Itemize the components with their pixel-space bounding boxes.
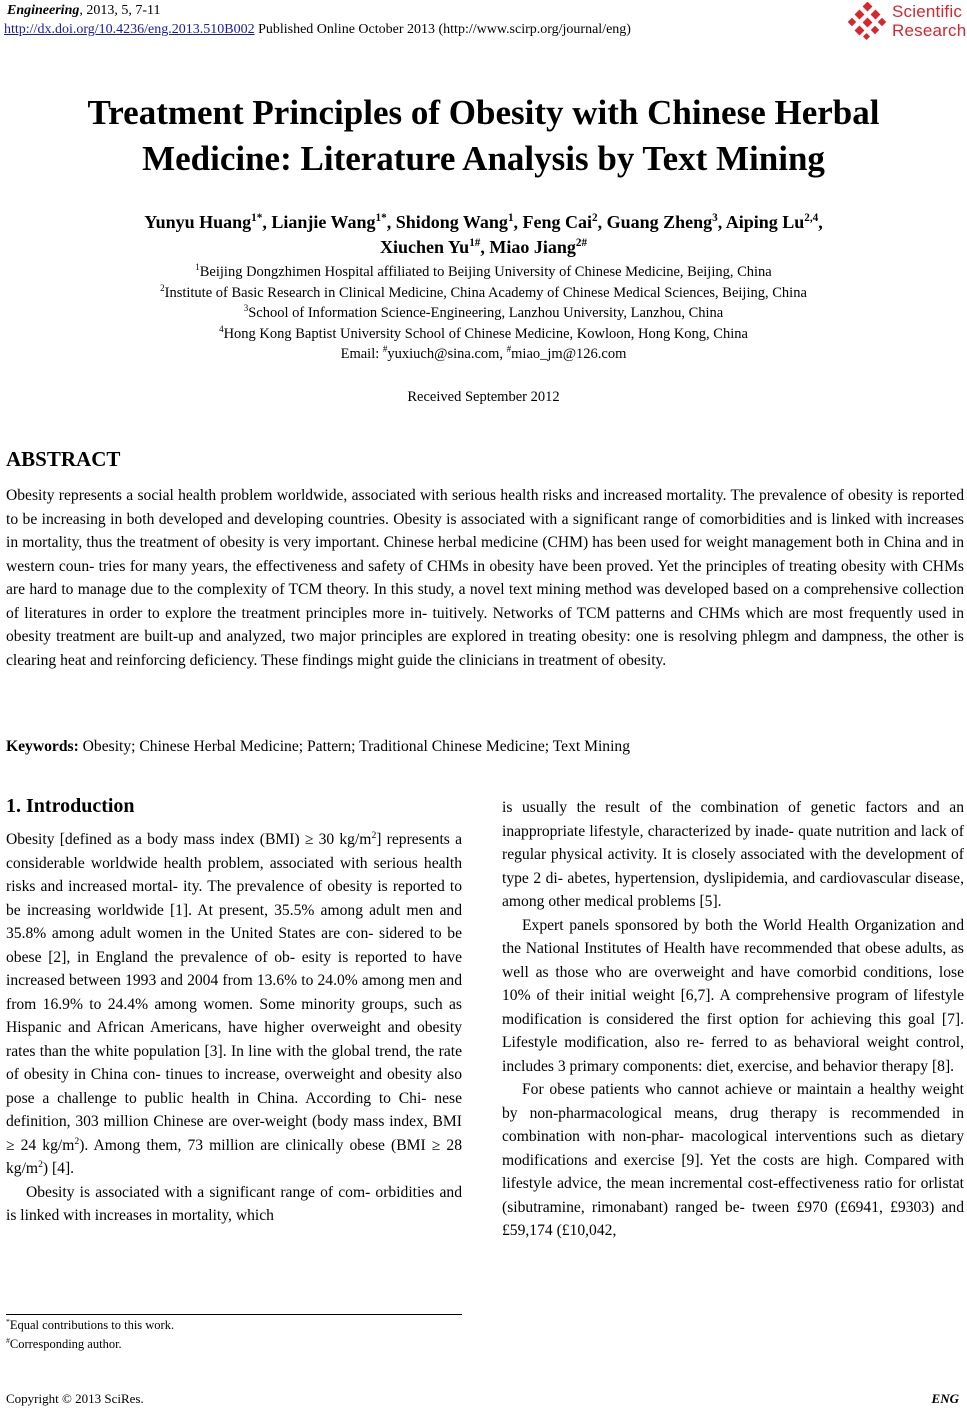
abstract-text: Obesity represents a social health problem worldwide, associated with serious health risks and increased mortality. The prevalence of obesity is reported to be increasing in both developed and developing countries. Obesity is associated with a significant range of comorbidities and is linked with increases in mortality, thus the treatment of obesity is very important. Chinese herbal medicine (CHM) has been used for weight management both in China and in western coun- tries for many years, the effectiveness and safety of CHMs in obesity have been proved. Yet the principles of treating obesity with CHMs are hard to manage due to the complexity of TCM theory. In this study, a novel text mining method was developed based on a comprehensive collection of literatures in order to explore the treatment principles more in- tuitively. Networks of TCM patterns and CHMs which are most frequently used in obesity treatment are built-up and analyzed, two major principles are explored in treating obesity: one is resolving phlegm and dampness, the other is clearing heat and reinforcing deficiency. These findings might guide the clinicians in treatment of obesity. — [6, 487, 964, 669]
author-line-2 — [0, 235, 967, 260]
author-name: Yunyu Huang — [144, 212, 252, 232]
keywords-label: Keywords: — [6, 738, 79, 755]
footnote-item — [6, 1316, 174, 1335]
paragraph: Expert panels sponsored by both the World Health Organization and the National Institutes of Health have recommended that obese adults, as well as those who are overweight and have comorbid conditions, lose 10% of their initial weight [6,7]. A comprehensive program of lifestyle modification is considered the first option for achieving this goal [7]. Lifestyle modification, also re- ferred to as behavioral weight control, includes 3 primary components: diet, exercise, and behavior therapy [8]. — [502, 916, 964, 1075]
affiliation-item — [0, 262, 967, 283]
footnotes — [6, 1316, 174, 1354]
journal-abbrev-footer: ENG — [931, 1391, 959, 1406]
footnote-mark: * — [6, 1316, 10, 1326]
author-name: , Miao Jiang — [480, 237, 576, 257]
author-separator: , — [818, 212, 823, 232]
email-mark: # — [382, 344, 388, 355]
footnote-text: Equal contributions to this work. — [9, 1318, 175, 1332]
paragraph: For obese patients who cannot achieve or maintain a healthy weight by non-pharmacological means, drug therapy is recommended in combination with non-phar- macological interventions such as dietary modifications and exercise [9]. Yet the costs are high. Compared with lifestyle advice, the mean incremental cost-effectiveness ratio for orlistat (sibutramine, rimonabant) ranged be- tween £970 (£6941, £9303) and £59,174 (£10,042, — [502, 1081, 964, 1239]
copyright-footer: Copyright © 2013 SciRes. — [6, 1391, 144, 1406]
affiliation-mark: 4 — [219, 323, 224, 334]
journal-info: , 2013, 5, 7-11 — [79, 3, 161, 18]
author-name: Xiuchen Yu — [379, 237, 470, 257]
author-line-1 — [0, 210, 967, 235]
author-affil-mark: 1* — [251, 212, 263, 224]
author-name: , Shidong Wang — [386, 212, 508, 232]
received-date: Received September 2012 — [407, 389, 560, 405]
scientific-research-logo — [848, 2, 966, 42]
affiliations — [0, 262, 967, 365]
keywords — [6, 738, 964, 756]
affiliation-mark: 2 — [160, 282, 165, 293]
author-affil-mark: 3 — [712, 212, 718, 224]
author-affil-mark: 2# — [575, 237, 588, 249]
title-line-2: Medicine: Literature Analysis by Text Mining — [142, 139, 825, 178]
title-line-1: Treatment Principles of Obesity with Chinese Herbal — [87, 93, 880, 132]
affiliation-item — [0, 283, 967, 304]
author-affil-mark: 2,4 — [804, 212, 819, 224]
abstract-heading: ABSTRACT — [6, 447, 121, 471]
footnote-item — [6, 1335, 174, 1354]
paper-title — [0, 90, 967, 182]
footnote-divider — [6, 1314, 462, 1315]
publication-line — [4, 22, 631, 38]
logo-mark-icon — [848, 2, 890, 42]
paragraph: Obesity is associated with a significant range of com- orbidities and is linked with increases in mortality, which — [6, 1183, 462, 1224]
email-mark: # — [506, 344, 512, 355]
journal-citation — [7, 3, 161, 19]
email-address[interactable]: yuxiuch@sina.com, — [387, 346, 507, 362]
section-heading-introduction: 1. Introduction — [6, 795, 135, 817]
affiliation-text: School of Information Science-Engineering, Lanzhou University, Lanzhou, China — [248, 305, 724, 321]
author-name: , Lianjie Wang — [262, 212, 376, 232]
affiliation-text: Beijing Dongzhimen Hospital affiliated to Beijing University of Chinese Medicine, Beijing, China — [199, 264, 772, 280]
logo-line-1: Scientific — [892, 2, 963, 21]
author-affil-mark: 1* — [375, 212, 387, 224]
footnote-mark: # — [6, 1335, 10, 1345]
author-affil-mark: 1 — [507, 212, 514, 224]
email-address[interactable]: miao_jm@126.com — [511, 346, 627, 362]
email-label: Email: — [340, 346, 383, 362]
affiliation-text: Institute of Basic Research in Clinical Medicine, China Academy of Chinese Medical Sciences, Beijing, China — [164, 284, 807, 301]
left-column — [6, 828, 462, 1228]
doi-link[interactable]: http://dx.doi.org/10.4236/eng.2013.510B002 — [4, 22, 255, 37]
footnote-text: Corresponding author. — [9, 1337, 122, 1351]
affiliation-item — [0, 324, 967, 345]
paragraph: Obesity [defined as a body mass index (BMI) ≥ 30 $kg/m^2$] represents a considerable worldwide health problem, associated with serious health risks and increased mortal- ity. The prevalence of obesity is reported to be increasing worldwide [1]. At present, 35.5% among adult men and 35.8% among adult women in the United States are con- sidered to be obese [2], in England the prevalence of ob- esity is reported to have increased between 1993 and 2004 from 13.6% to 24.0% among men and from 16.9% to 24.4% among women. Some minority groups, such as Hispanic and African Americans, have higher overweight and obesity rates than the white population [3]. In line with the global trend, the rate of obesity in China con- tinues to increase, overweight and obesity also pose a challenge to public health in China. According to Chi- nese definition, 303 million Chinese are over-weight (body mass index, BMI ≥ 24 $kg/m^2$). Among them, 73 million are clinically obese (BMI ≥ 28 $kg/m^2$) [4]. — [6, 829, 462, 1177]
logo-text — [892, 2, 966, 40]
author-name: , Guang Zheng — [597, 212, 713, 232]
email-line — [0, 344, 967, 365]
published-info: Published Online October 2013 (http://www.scirp.org/journal/eng) — [254, 22, 631, 37]
affiliation-mark: 1 — [195, 262, 200, 273]
affiliation-text: Hong Kong Baptist University School of Chinese Medicine, Kowloon, Hong Kong, China — [223, 325, 748, 342]
right-column — [502, 796, 964, 1243]
keywords-text: Obesity; Chinese Herbal Medicine; Pattern; Traditional Chinese Medicine; Text Mining — [78, 738, 631, 755]
journal-name: Engineering — [7, 3, 80, 18]
affiliation-item — [0, 303, 967, 324]
author-list — [0, 210, 967, 260]
author-affil-mark: 2 — [592, 212, 598, 224]
author-affil-mark: 1# — [469, 237, 481, 249]
logo-line-2: Research — [892, 21, 967, 40]
author-name: , Feng Cai — [513, 212, 593, 232]
paragraph: is usually the result of the combination of genetic factors and an inappropriate lifestyle, characterized by inade- quate nutrition and lack of regular physical activity. It is closely associated with the development of type 2 di- abetes, hypertension, dyslipidemia, and cardiovascular disease, among other medical problems [5]. — [502, 799, 964, 910]
affiliation-mark: 3 — [243, 303, 249, 314]
author-name: , Aiping Lu — [717, 212, 805, 232]
